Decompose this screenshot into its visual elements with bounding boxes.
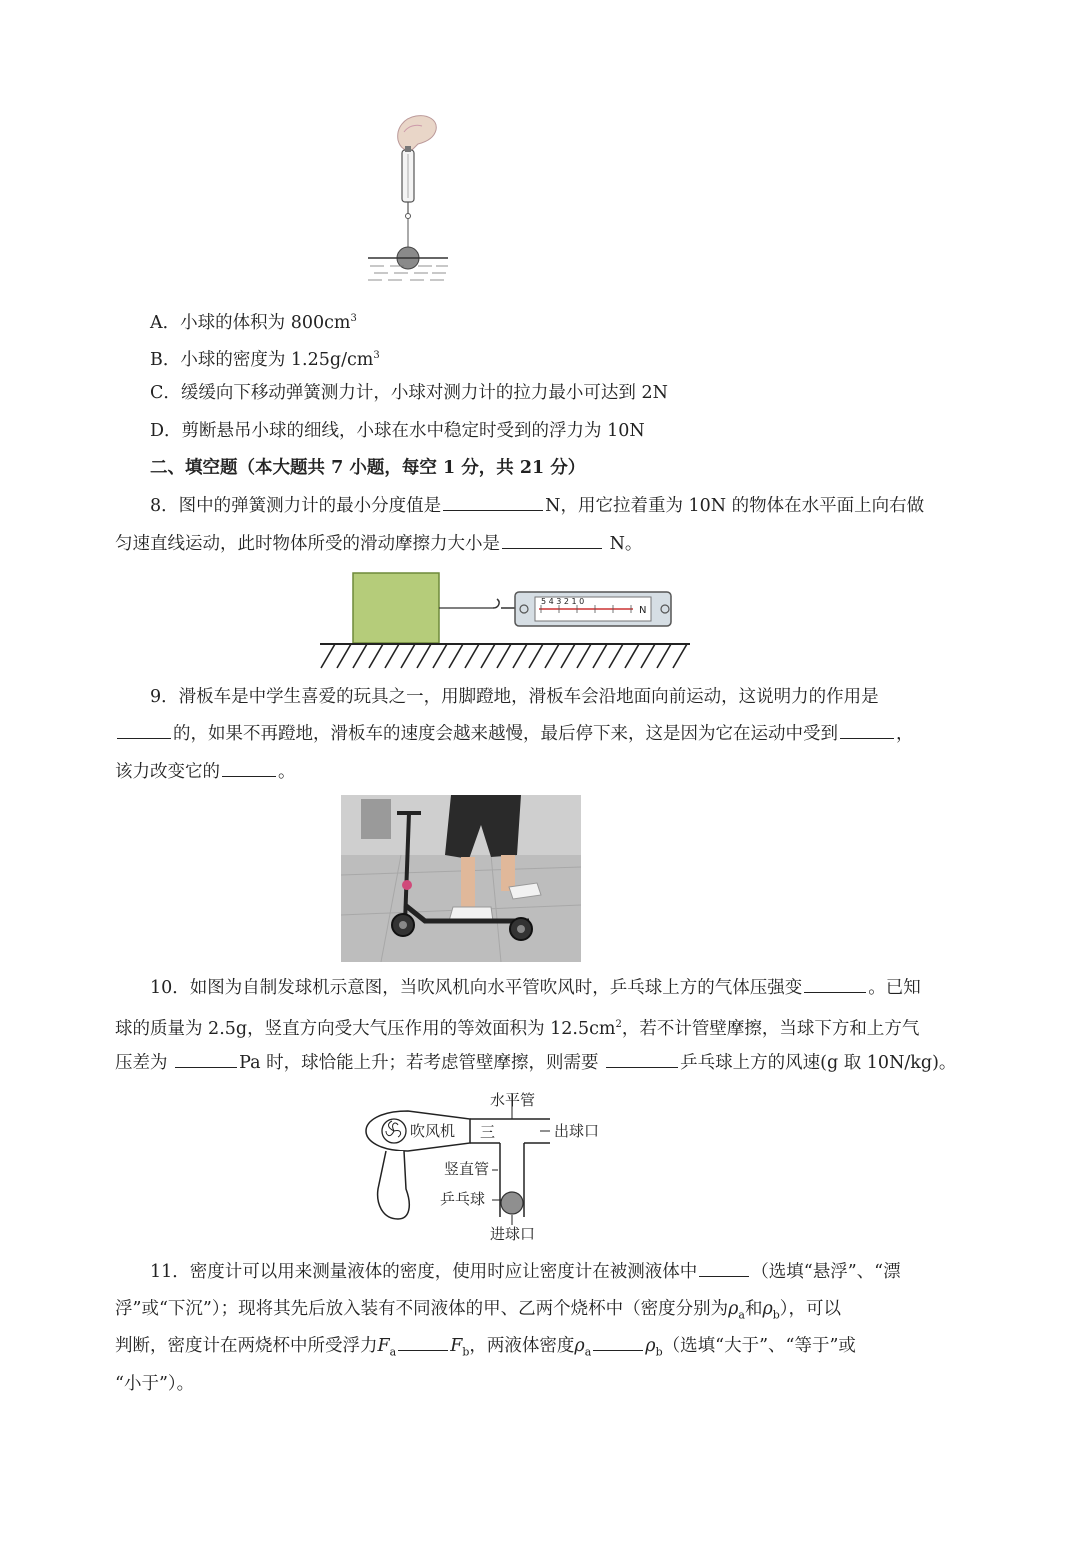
answer-blank: [117, 721, 171, 739]
q10-line3: 压差为 Pa 时，球恰能上升；若考虑管壁摩擦，则需要 乒乓球上方的风速(g 取 10N/kg)。: [115, 1050, 956, 1076]
answer-blank: [699, 1259, 749, 1277]
wind-mark: 三: [480, 1123, 496, 1141]
q10-line2: 球的质量为 2.5g，竖直方向受大气压作用的等效面积为 $12.5cm^2$，若不计管壁摩擦，当球下方和上方气: [115, 1018, 920, 1039]
answer-blank: [502, 531, 602, 549]
answer-blank: [443, 493, 543, 511]
outlet-label: 出球口: [554, 1122, 600, 1140]
answer-blank: [593, 1333, 643, 1351]
answer-blank: [175, 1050, 237, 1068]
dryer-label: 吹风机: [410, 1122, 456, 1140]
vertical-pipe-label: 竖直管: [444, 1160, 490, 1178]
option-b: B．小球的密度为 $1.25g/cm^3$: [150, 349, 380, 370]
option-d: D．剪断悬吊小球的细线，小球在水中稳定时受到的浮力为 10N: [150, 421, 645, 441]
q11-line1: 11．密度计可以用来测量液体的密度，使用时应让密度计在被测液体中 （选填“悬浮”、“漂: [150, 1259, 901, 1285]
ball-launcher-diagram: [360, 1085, 630, 1245]
q9-line2: 的，如果不再蹬地，滑板车的速度会越来越慢，最后停下来，这是因为它在运动中受到 ，: [115, 721, 914, 747]
q11-line3: 判断，密度计在两烧杯中所受浮力$F_a$ $F_b$，两液体密度$\rho_a$ $\rho_b$（选填“大于”、“等于”或: [115, 1333, 856, 1366]
q8-line2: 匀速直线运动，此时物体所受的滑动摩擦力大小是 N。: [115, 531, 642, 557]
spring-scale-ball-figure: [360, 110, 460, 290]
q9-line3: 该力改变它的 。: [115, 759, 296, 785]
answer-blank: [840, 721, 894, 739]
section-title: 二、填空题（本大题共 7 小题，每空 1 分，共 21 分）: [150, 458, 586, 478]
scooter-photo: [341, 795, 581, 962]
q11-line2: 浮”或“下沉”）；现将其先后放入装有不同液体的甲、乙两个烧杯中（密度分别为$\rho_a$和$\rho_b$），可以: [115, 1299, 842, 1322]
block-spring-scale-figure: [315, 568, 695, 674]
gauge-numbers: 5 4 3 2 1 0: [541, 597, 585, 606]
option-c: C．缓缓向下移动弹簧测力计，小球对测力计的拉力最小可达到 2N: [150, 383, 668, 403]
option-a: A．小球的体积为 $800cm^3$: [150, 312, 357, 333]
q11-line4: “小于”）。: [115, 1374, 195, 1394]
answer-blank: [222, 759, 276, 777]
inlet-label: 进球口: [490, 1225, 536, 1243]
answer-blank: [804, 975, 866, 993]
gauge-unit: N: [639, 605, 647, 616]
q9-line1: 9．滑板车是中学生喜爱的玩具之一，用脚蹬地，滑板车会沿地面向前运动，这说明力的作用是: [150, 687, 879, 707]
ball-label: 乒乓球: [440, 1190, 486, 1208]
horizontal-pipe-label: 水平管: [490, 1091, 536, 1109]
answer-blank: [398, 1333, 448, 1351]
q10-line1: 10．如图为自制发球机示意图，当吹风机向水平管吹风时，乒乓球上方的气体压强变 。已知: [150, 975, 921, 1001]
q8-line1: 8．图中的弹簧测力计的最小分度值是 N，用它拉着重为 10N 的物体在水平面上向右做: [150, 493, 924, 519]
answer-blank: [606, 1050, 678, 1068]
